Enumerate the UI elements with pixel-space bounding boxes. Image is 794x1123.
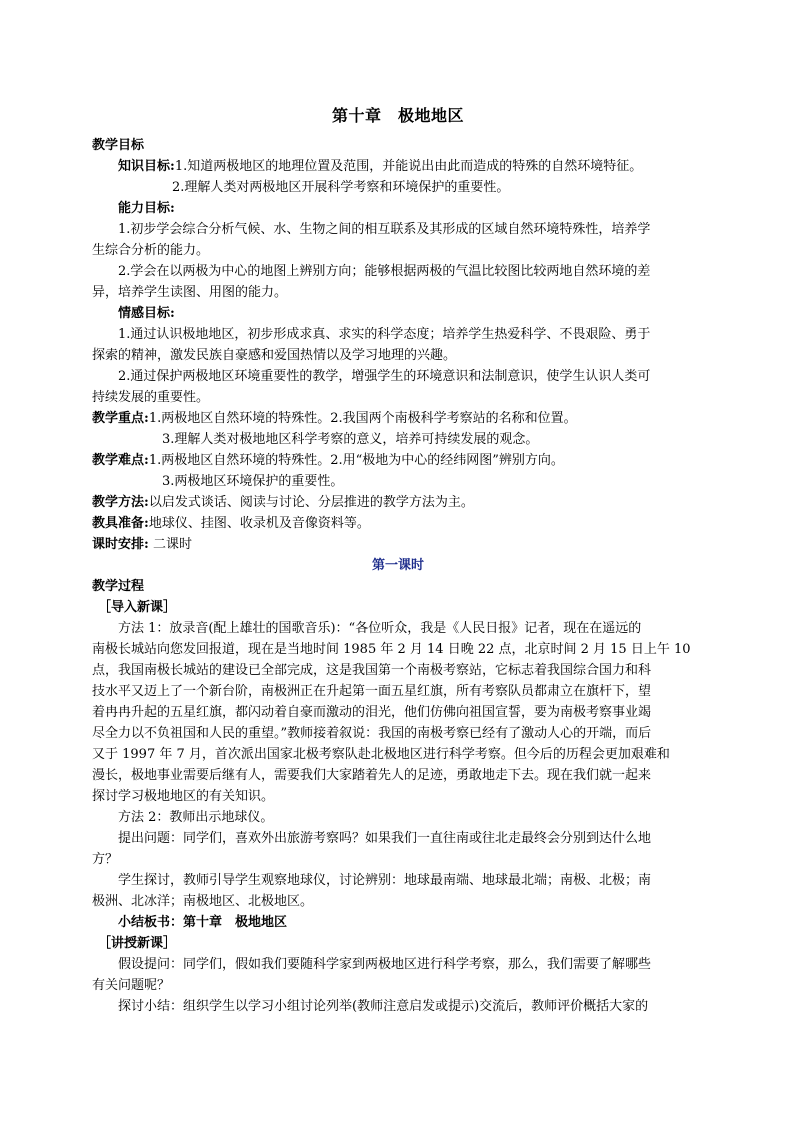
difficulties-line-1 xyxy=(92,452,704,469)
intro-p3-line-1: 提出问题：同学们，喜欢外出旅游考察吗？如果我们一直往南或往北走最终会分别到达什么地 xyxy=(118,831,652,846)
knowledge-label: 知识目标: xyxy=(118,159,175,174)
new-p1-line-2: 有关问题呢？ xyxy=(92,978,171,993)
schedule-text: 二课时 xyxy=(148,537,192,552)
schedule-label: 课时安排: xyxy=(92,537,149,552)
ability-item-1a: 1.初步学会综合分析气候、水、生物之间的相互联系及其形成的区域自然环境特殊性，培养学 xyxy=(118,222,651,237)
intro-heading: ［导入新课］ xyxy=(98,600,177,615)
intro-p1-line-8: 漫长，极地事业需要后继有人，需要我们大家踏着先人的足迹，勇敢地走下去。现在我们就一起来 xyxy=(92,768,652,783)
tools-line xyxy=(92,515,704,532)
knowledge-item-1: 1.知道两极地区的地理位置及范围，并能说出由此而造成的特殊的自然环境特征。 xyxy=(174,159,643,174)
new-lesson-heading: ［讲授新课］ xyxy=(98,936,177,951)
knowledge-item-2: 2.理解人类对两极地区开展科学考察和环境保护的重要性。 xyxy=(172,180,510,195)
intro-p1-line-1: 方法 1：放录音(配上雄壮的国歌音乐)：“各位听众，我是《人民日报》记者，现在在遥远的 xyxy=(118,621,642,636)
new-p2-line-1: 探讨小结：组织学生以学习小组讨论列举(教师注意启发或提示)交流后，教师评价概括大家的 xyxy=(118,999,649,1014)
intro-p1-line-3: 点，我国南极长城站的建设已全部完成，这是我国第一个南极考察站，它标志着我国综合国力和科 xyxy=(92,663,652,678)
intro-p4-line-1: 学生探讨，教师引导学生观察地球仪，讨论辨别：地球最南端、地球最北端；南极、北极；南 xyxy=(118,873,652,888)
intro-p2: 方法 2：教师出示地球仪。 xyxy=(118,810,274,825)
tools-text: 地球仪、挂图、收录机及音像资料等。 xyxy=(148,516,370,531)
intro-p4-line-2: 极洲、北冰洋；南极地区、北极地区。 xyxy=(92,894,314,909)
new-p1-line-1: 假设提问：同学们，假如我们要随科学家到两极地区进行科学考察，那么，我们需要了解哪些 xyxy=(118,957,652,972)
difficulties-text-1: 1.两极地区自然环境的特殊性。2.用“极地为中心的经纬网图”辨别方向。 xyxy=(148,453,564,468)
difficulties-label: 教学难点: xyxy=(92,453,149,468)
tools-label: 教具准备: xyxy=(92,516,149,531)
lesson-heading: 第一课时 xyxy=(371,558,424,573)
schedule-line xyxy=(92,536,704,553)
goals-heading: 教学目标 xyxy=(92,138,145,153)
method-label: 教学方法: xyxy=(92,495,149,510)
intro-p3-line-2: 方？ xyxy=(92,852,119,867)
ability-item-1b: 生综合分析的能力。 xyxy=(92,243,210,258)
process-heading: 教学过程 xyxy=(92,579,145,594)
intro-p1-line-9: 探讨学习极地地区的有关知识。 xyxy=(92,789,275,804)
ability-label: 能力目标: xyxy=(118,201,175,216)
emotion-item-1a: 1.通过认识极地地区，初步形成求真、求实的科学态度；培养学生热爱科学、不畏艰险、勇于 xyxy=(118,327,651,342)
key-points-text-1: 1.两极地区自然环境的特殊性。2.我国两个南极科学考察站的名称和位置。 xyxy=(148,411,577,426)
ability-item-2b: 异，培养学生读图、用图的能力。 xyxy=(92,285,288,300)
ability-item-2a: 2.学会在以两极为中心的地图上辨别方向；能够根据两极的气温比较图比较两地自然环境的差 xyxy=(118,264,651,279)
emotion-item-2a: 2.通过保护两极地区环境重要性的教学，增强学生的环境意识和法制意识，使学生认识人类可 xyxy=(118,369,651,384)
key-points-label: 教学重点: xyxy=(92,411,149,426)
key-points-line-2: 3.理解人类对极地地区科学考察的意义，培养可持续发展的观念。 xyxy=(162,432,539,447)
method-line xyxy=(92,494,704,511)
key-points-line-1 xyxy=(92,410,704,427)
intro-p1-line-5: 着冉冉升起的五星红旗，都闪动着自豪而激动的泪光，他们仿佛向祖国宣誓，要为南极考察事业竭 xyxy=(92,705,652,720)
difficulties-line-2: 3.两极地区环境保护的重要性。 xyxy=(162,474,344,489)
intro-p1-line-7: 又于 1997 年 7 月，首次派出国家北极考察队赴北极地区进行科学考察。但今后的历程会更加艰难和 xyxy=(92,747,670,762)
intro-p1-line-6: 尽全力以不负祖国和人民的重望。”教师接着叙说：我国的南极考察已经有了激动人心的开端，而后 xyxy=(92,726,652,741)
emotion-label: 情感目标: xyxy=(118,306,175,321)
chapter-title: 第十章 极地地区 xyxy=(331,106,464,125)
knowledge-goal-1 xyxy=(92,158,730,175)
intro-p1-line-2: 南极长城站向您发回报道，现在是当地时间 1985 年 2 月 14 日晚 22 点，北京时间 2 月 15 日上午 10 xyxy=(92,642,691,657)
intro-p1-line-4: 技水平又迈上了一个新台阶，南极洲正在升起第一面五星红旗，所有考察队员都肃立在旗杆下，望 xyxy=(92,684,652,699)
intro-summary: 小结板书：第十章 极地地区 xyxy=(118,915,288,930)
method-text: 以启发式谈话、阅读与讨论、分层推进的教学方法为主。 xyxy=(148,495,474,510)
emotion-item-1b: 探索的精神，激发民族自豪感和爱国热情以及学习地理的兴趣。 xyxy=(92,348,457,363)
emotion-item-2b: 持续发展的重要性。 xyxy=(92,390,210,405)
